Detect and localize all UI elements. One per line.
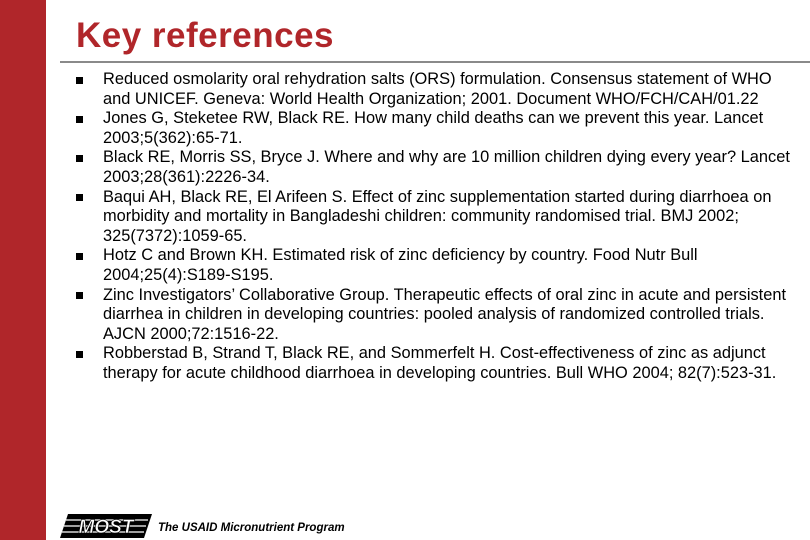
reference-item <box>76 246 796 285</box>
reference-text: Black RE, Morris SS, Bryce J. Where and why are 10 million children dying every year? Lancet 2003;28(361):2226-34. <box>103 148 790 186</box>
reference-text: Jones G, Steketee RW, Black RE. How many child deaths can we prevent this year. Lancet 2003;5(362):65-71. <box>103 109 764 147</box>
square-bullet-icon <box>76 155 83 162</box>
left-accent-bar <box>0 0 46 540</box>
square-bullet-icon <box>76 253 83 260</box>
square-bullet-icon <box>76 194 83 201</box>
square-bullet-icon <box>76 351 83 358</box>
footer <box>0 512 810 540</box>
reference-item <box>76 188 796 247</box>
reference-item <box>76 148 796 187</box>
title-divider <box>60 61 810 63</box>
square-bullet-icon <box>76 77 83 84</box>
reference-text: Baqui AH, Black RE, El Arifeen S. Effect of zinc supplementation started during diarrhoea on morbidity and mortality in Bangladeshi children: community randomised trial. BMJ 2002; 325(7372):1059-65. <box>103 187 772 245</box>
reference-text: Robberstad B, Strand T, Black RE, and Sommerfelt H. Cost-effectiveness of zinc as adjunct therapy for acute childhood diarrhoea in developing countries. Bull WHO 2004; 82(7):523-31. <box>103 344 777 382</box>
slide-title: Key references <box>76 16 334 55</box>
program-name: The USAID Micronutrient Program <box>158 522 345 534</box>
square-bullet-icon <box>76 292 83 299</box>
square-bullet-icon <box>76 116 83 123</box>
reference-item <box>76 286 796 345</box>
reference-text: Hotz C and Brown KH. Estimated risk of zinc deficiency by country. Food Nutr Bull 2004;25(4):S189-S195. <box>103 246 698 284</box>
reference-item <box>76 344 796 383</box>
reference-text: Zinc Investigators’ Collaborative Group. Therapeutic effects of oral zinc in acute and persistent diarrhea in children in developing countries: pooled analysis of randomized controlled trials. AJCN 2000;72:1516-22. <box>103 285 786 343</box>
most-logo <box>60 514 152 538</box>
reference-item <box>76 109 796 148</box>
logo-text: MOST <box>78 517 134 538</box>
reference-item <box>76 70 796 109</box>
reference-text: Reduced osmolarity oral rehydration salts (ORS) formulation. Consensus statement of WHO and UNICEF. Geneva: World Health Organization; 2001. Document WHO/FCH/CAH/01.22 <box>103 70 772 108</box>
reference-list <box>76 70 796 384</box>
